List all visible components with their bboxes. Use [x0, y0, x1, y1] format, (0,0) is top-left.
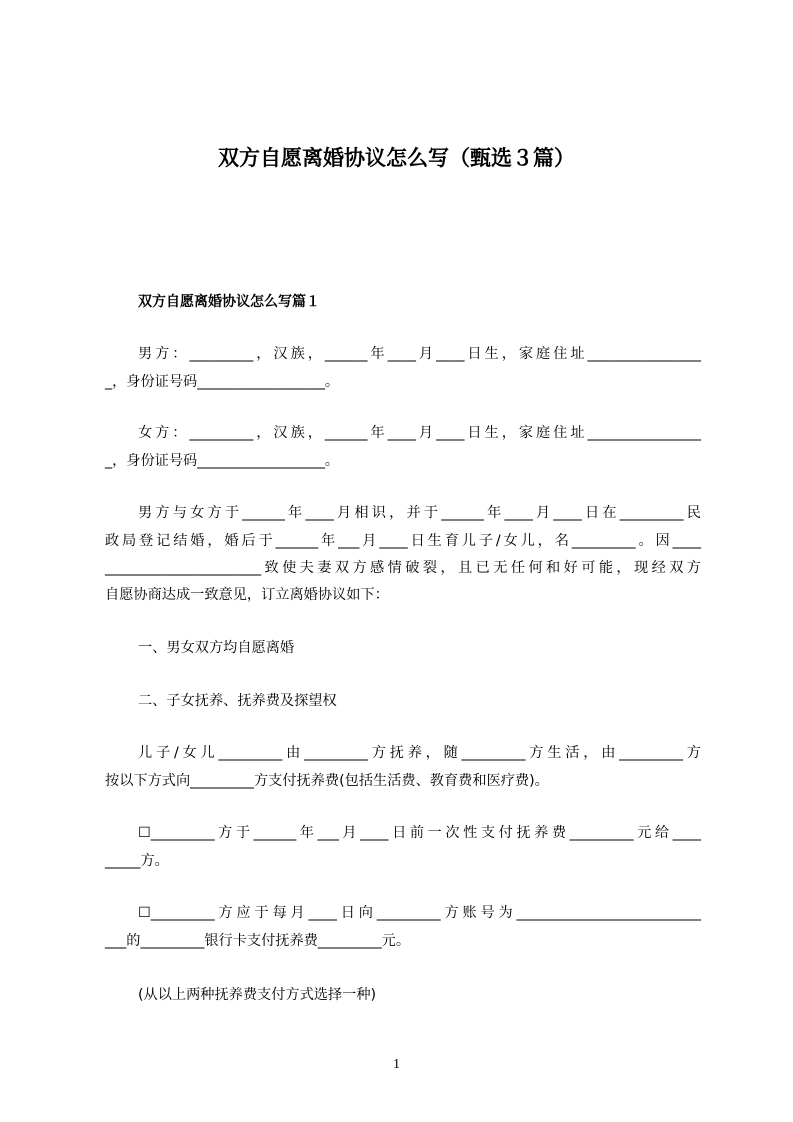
clause-2: 二、子女抚养、抚养费及探望权	[138, 693, 337, 709]
payment-option-a-line-1: ☐_________方于______年___月____日前一次性支付抚养费_________元给____	[138, 825, 701, 841]
woman-info-line-2: _，身份证号码__________________。	[105, 453, 340, 469]
payment-option-b-line-2: ___的_________银行卡支付抚养费_________元。	[105, 933, 411, 949]
page-number: 1	[393, 1057, 400, 1072]
page-title: 双方自愿离婚协议怎么写（甄选３篇）	[218, 146, 575, 170]
custody-line-1: 儿子/女儿_________由_________方抚养，随_________方生活，由_________方	[138, 745, 701, 761]
payment-option-a-line-2: _____方。	[105, 853, 169, 869]
man-info-line-1: 男方：_________，汉族，______年____月____日生，家庭住址________________	[138, 346, 701, 362]
marriage-paragraph-line-4: 自愿协商达成一致意见，订立离婚协议如下：	[105, 587, 389, 603]
clause-1: 一、男女双方均自愿离婚	[138, 640, 295, 656]
woman-info-line-1: 女方：_________，汉族，______年____月____日生，家庭住址________________	[138, 425, 701, 441]
payment-option-b-line-1: ☐_________方应于每月____日向_________方账号为__________________________	[138, 905, 701, 921]
choice-note: (从以上两种抚养费支付方式选择一种)	[138, 987, 377, 1003]
marriage-paragraph-line-1: 男方与女方于______年____月相识，并于______年____月____日在_________民	[138, 505, 701, 521]
custody-line-2: 按以下方式向_________方支付抚养费(包括生活费、教育费和医疗费)。	[105, 773, 549, 789]
marriage-paragraph-line-2: 政局登记结婚，婚后于______年___月____日生育儿子/女儿，名_________。因____	[105, 533, 701, 549]
marriage-paragraph-line-3: ______________________致使夫妻双方感情破裂，且已无任何和好可能，现经双方	[105, 560, 701, 576]
man-info-line-2: _，身份证号码__________________。	[105, 374, 340, 390]
section-heading: 双方自愿离婚协议怎么写篇１	[138, 294, 320, 310]
